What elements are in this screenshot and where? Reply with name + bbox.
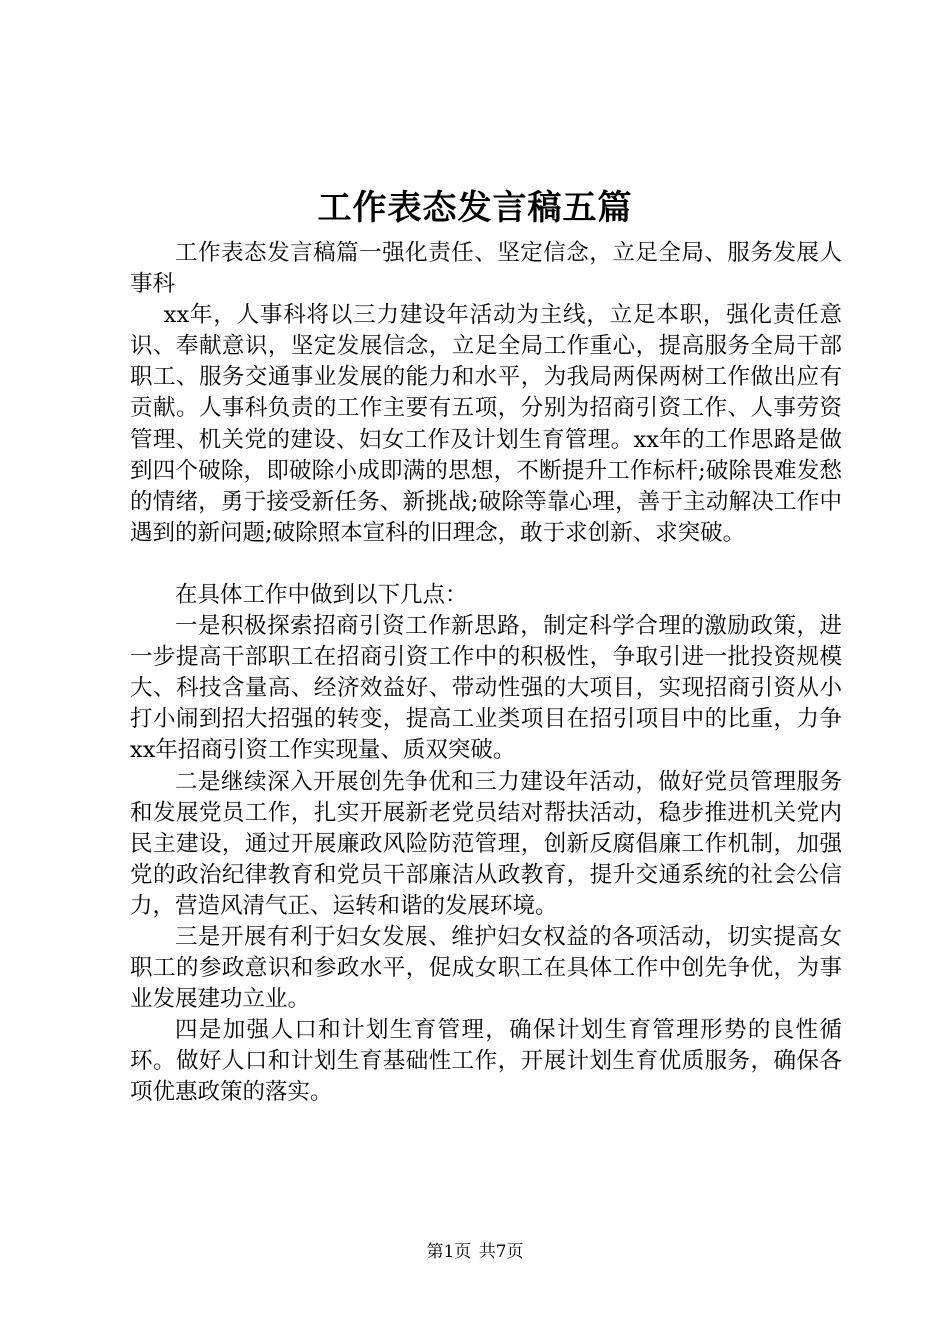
document-body [130, 238, 842, 1109]
paragraph-point-four: 四是加强人口和计划生育管理，确保计划生育管理形势的良性循环。做好人口和计划生育基础性工作，开展计划生育优质服务，确保各项优惠政策的落实。 [130, 1017, 842, 1106]
document-title: 工作表态发言稿五篇 [317, 188, 633, 228]
paragraph-intro: 工作表态发言稿篇一强化责任、坚定信念，立足全局、服务发展人事科 [130, 240, 842, 298]
paragraph-point-two: 二是继续深入开展创先争优和三力建设年活动，做好党员管理服务和发展党员工作，扎实开展新老党员结对帮扶活动，稳步推进机关党内民主建设，通过开展廉政风险防范管理，创新反腐倡廉工作机制，加强党的政治纪律教育和党员干部廉洁从政教育，提升交通系统的社会公信力，营造风清气正、运转和谐的发展环境。 [130, 768, 842, 919]
paragraph-point-one: 一是积极探索招商引资工作新思路，制定科学合理的激励政策，进一步提高干部职工在招商引资工作中的积极性，争取引进一批投资规模大、科技含量高、经济效益好、带动性强的大项目，实现招商引资从小打小闹到招大招强的转变，提高工业类项目在招引项目中的比重，力争xx年招商引资工作实现量、质双突破。 [130, 613, 842, 764]
page-footer: 第1页 共7页 [426, 1242, 524, 1262]
paragraph-spacer [130, 549, 842, 580]
paragraph-overview: xx年，人事科将以三力建设年活动为主线，立足本职，强化责任意识、奉献意识，坚定发展信念，立足全局工作重心，提高服务全局干部职工、服务交通事业发展的能力和水平，为我局两保两树工作做出应有贡献。人事科负责的工作主要有五项，分别为招商引资工作、人事劳资管理、机关党的建设、妇女工作及计划生育管理。xx年的工作思路是做到四个破除，即破除小成即满的思想，不断提升工作标杆;破除畏难发愁的情绪，勇于接受新任务、新挑战;破除等靠心理，善于主动解决工作中遇到的新问题;破除照本宣科的旧理念，敢于求创新、求突破。 [130, 302, 842, 546]
paragraph-point-three: 三是开展有利于妇女发展、维护妇女权益的各项活动，切实提高女职工的参政意识和参政水平，促成女职工在具体工作中创先争优，为事业发展建功立业。 [130, 923, 842, 1013]
paragraph-points-heading: 在具体工作中做到以下几点： [175, 581, 468, 608]
